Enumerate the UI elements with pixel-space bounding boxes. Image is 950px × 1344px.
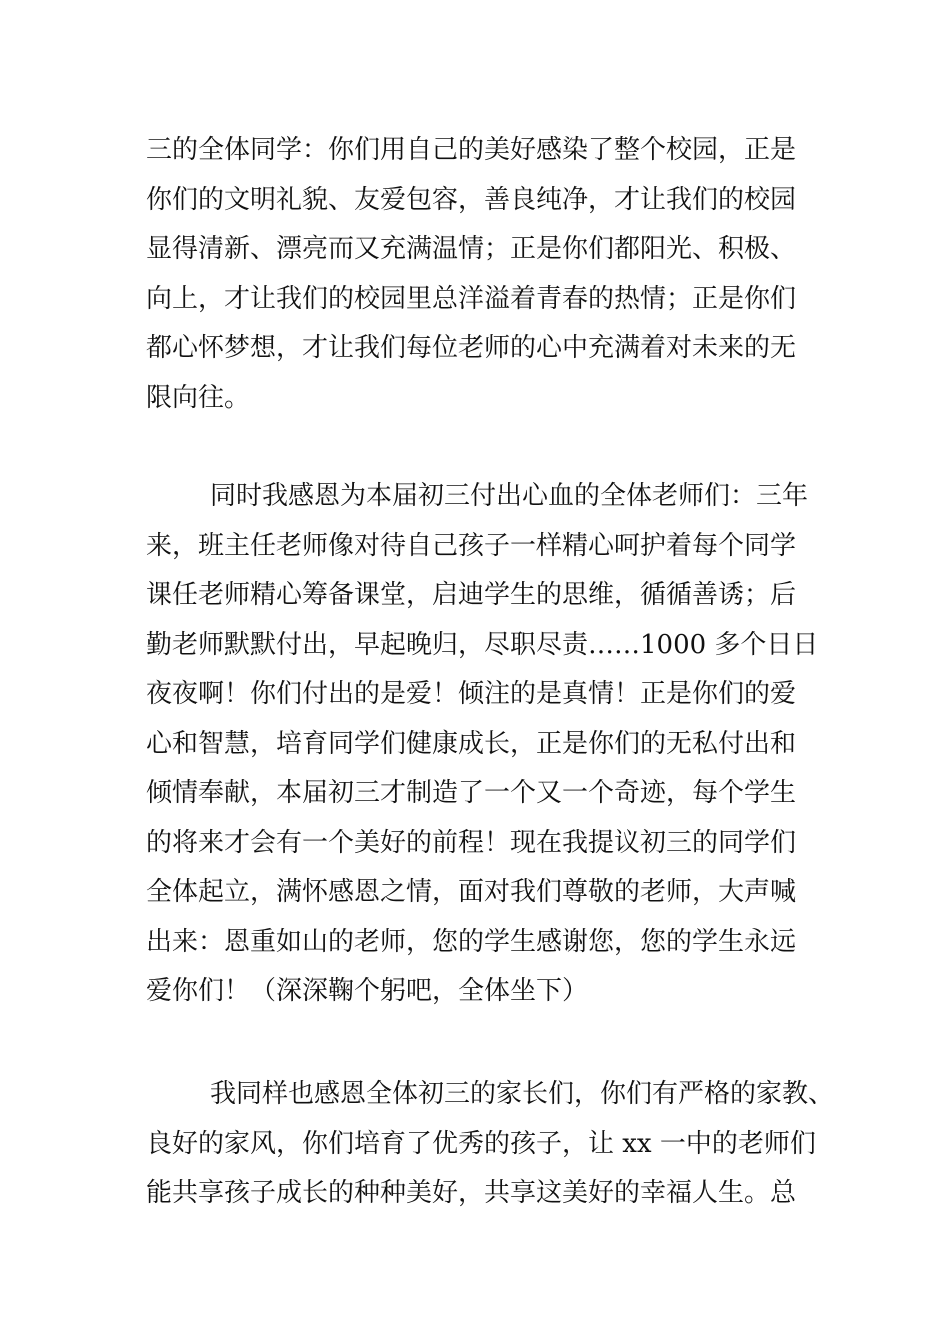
paragraph-line: 显得清新、漂亮而又充满温情；正是你们都阳光、积极、: [146, 234, 797, 264]
paragraph-line: 出来：恩重如山的老师，您的学生感谢您，您的学生永远: [146, 926, 797, 957]
paragraph-line: 倾情奉献，本届初三才制造了一个又一个奇迹，每个学生: [146, 778, 797, 808]
paragraph-line: 你们的文明礼貌、友爱包容，善良纯净，才让我们的校园: [146, 184, 797, 215]
paragraph-line: 全体起立，满怀感恩之情，面对我们尊敬的老师，大声喊: [146, 877, 797, 907]
paragraph-line: 来，班主任老师像对待自己孩子一样精心呵护着每个同学: [146, 530, 797, 561]
paragraph-line: 能共享孩子成长的种种美好，共享这美好的幸福人生。总: [146, 1178, 797, 1208]
paragraph-line: 良好的家风，你们培育了优秀的孩子，让 xx 一中的老师们: [146, 1128, 816, 1159]
paragraph-line: 爱你们！（深深鞠个躬吧，全体坐下）: [146, 976, 589, 1006]
paragraph-line: 课任老师精心筹备课堂，启迪学生的思维，循循善诱；后: [146, 580, 797, 610]
paragraph-line: 我同样也感恩全体初三的家长们，你们有严格的家教、: [210, 1079, 835, 1109]
paragraph-line: 心和智慧，培育同学们健康成长，正是你们的无私付出和: [146, 728, 797, 759]
paragraph-line: 都心怀梦想，才让我们每位老师的心中充满着对未来的无: [146, 333, 797, 363]
paragraph-line: 勤老师默默付出，早起晚归，尽职尽责……1000 多个日日: [146, 629, 819, 660]
paragraph-1: [146, 126, 836, 423]
paragraph-line: 三的全体同学：你们用自己的美好感染了整个校园，正是: [146, 135, 797, 165]
paragraph-3: [146, 1070, 836, 1219]
paragraph-line: 向上，才让我们的校园里总洋溢着青春的热情；正是你们: [146, 283, 797, 314]
paragraph-line: 夜夜啊！你们付出的是爱！倾注的是真情！正是你们的爱: [146, 679, 797, 709]
paragraph-line: 的将来才会有一个美好的前程！现在我提议初三的同学们: [146, 827, 797, 858]
paragraph-line: 同时我感恩为本届初三付出心血的全体老师们：三年: [210, 481, 809, 511]
paragraph-2: [146, 472, 836, 1017]
paragraph-line: 限向往。: [146, 382, 251, 413]
